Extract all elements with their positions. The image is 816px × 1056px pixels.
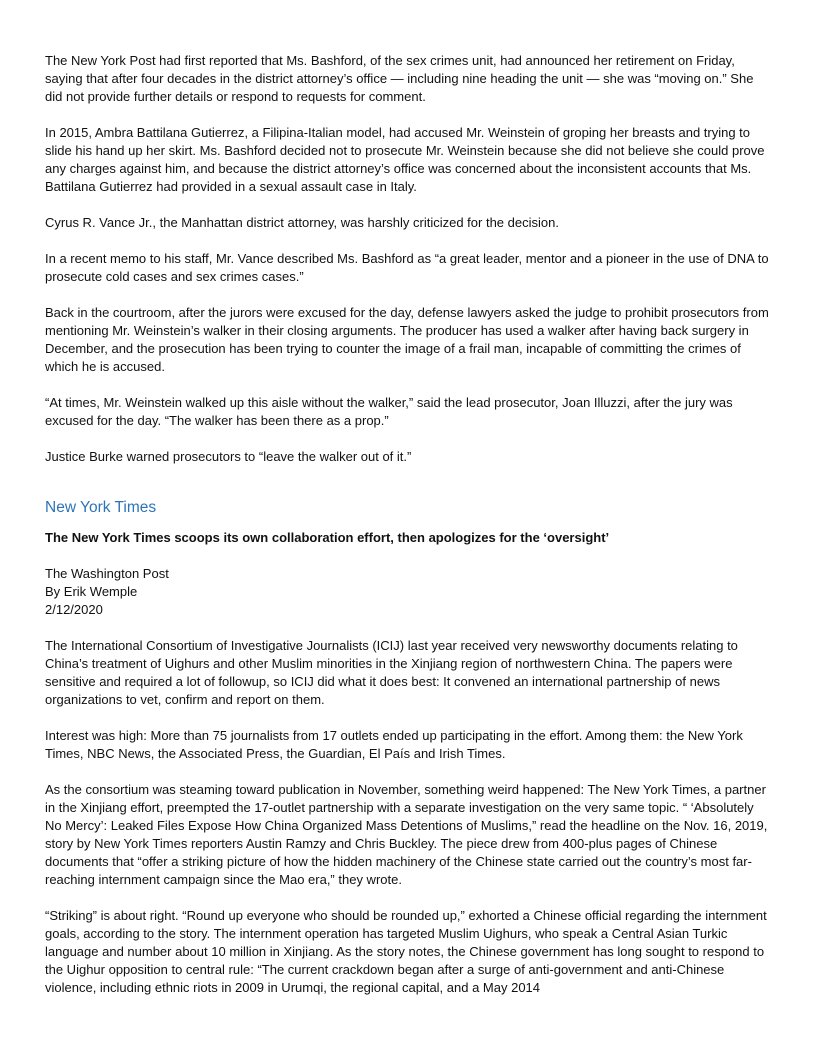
section-heading: New York Times [45, 499, 157, 516]
paragraph: Justice Burke warned prosecutors to “leave the walker out of it.” [45, 449, 412, 464]
paragraph: The New York Post had first reported that Ms. Bashford, of the sex crimes unit, had announced her retirement on Friday, saying that after four decades in the district attorney’s office — including nine heading the unit — she was “moving on.” She did not provide further details or respond to requests for comment. [45, 53, 754, 104]
paragraph: Back in the courtroom, after the jurors were excused for the day, defense lawyers asked the judge to prohibit prosecutors from mentioning Mr. Weinstein’s walker in their closing arguments. The producer has used a walker after having back surgery in December, and the prosecution has been trying to counter the image of a frail man, incapable of committing the crimes of which he is accused. [45, 305, 769, 374]
article-date: 2/12/2020 [45, 602, 103, 617]
paragraph: Interest was high: More than 75 journalists from 17 outlets ended up participating in the effort. Among them: the New York Times, NBC News, the Associated Press, the Guardian, El País and Irish Times. [45, 728, 743, 761]
article-headline: The New York Times scoops its own collaboration effort, then apologizes for the ‘oversight’ [45, 530, 610, 545]
article-source: The Washington Post [45, 566, 169, 581]
document-page [45, 52, 773, 1015]
article-author: By Erik Wemple [45, 584, 138, 599]
paragraph: The International Consortium of Investigative Journalists (ICIJ) last year received very newsworthy documents relating to China’s treatment of Uighurs and other Muslim minorities in the Xinjiang region of northwestern China. The papers were sensitive and required a lot of followup, so ICIJ did what it does best: It convened an international partnership of news organizations to vet, confirm and report on them. [45, 638, 738, 707]
paragraph: As the consortium was steaming toward publication in November, something weird happened: The New York Times, a partner in the Xinjiang effort, preempted the 17-outlet partnership with a separate investigation on the very same topic. “ ‘Absolutely No Mercy’: Leaked Files Expose How China Organized Mass Detentions of Muslims,” read the headline on the Nov. 16, 2019, story by New York Times reporters Austin Ramzy and Chris Buckley. The piece drew from 400-plus pages of Chinese documents that “offer a striking picture of how the hidden machinery of the Chinese state carried out the country’s most far-reaching internment campaign since the Mao era,” they wrote. [45, 782, 768, 887]
paragraph: In 2015, Ambra Battilana Gutierrez, a Filipina-Italian model, had accused Mr. Weinstein of groping her breasts and trying to slide his hand up her skirt. Ms. Bashford decided not to prosecute Mr. Weinstein because she did not believe she could prove any charges against him, and because the district attorney’s office was concerned about the inconsistent accounts that Ms. Battilana Gutierrez had provided in a sexual assault case in Italy. [45, 125, 765, 194]
paragraph: In a recent memo to his staff, Mr. Vance described Ms. Bashford as “a great leader, mentor and a pioneer in the use of DNA to prosecute cold cases and sex crimes cases.” [45, 251, 769, 284]
paragraph: Cyrus R. Vance Jr., the Manhattan district attorney, was harshly criticized for the decision. [45, 215, 559, 230]
paragraph: “Striking” is about right. “Round up everyone who should be rounded up,” exhorted a Chinese official regarding the internment goals, according to the story. The internment operation has targeted Muslim Uighurs, who speak a Central Asian Turkic language and number about 10 million in Xinjiang. As the story notes, the Chinese government has long sought to respond to the Uighur opposition to central rule: “The current crackdown began after a surge of anti-government and anti-Chinese violence, including ethnic riots in 2009 in Urumqi, the regional capital, and a May 2014 [45, 908, 767, 995]
paragraph: “At times, Mr. Weinstein walked up this aisle without the walker,” said the lead prosecutor, Joan Illuzzi, after the jury was excused for the day. “The walker has been there as a prop.” [45, 395, 733, 428]
article-byline [45, 565, 773, 619]
